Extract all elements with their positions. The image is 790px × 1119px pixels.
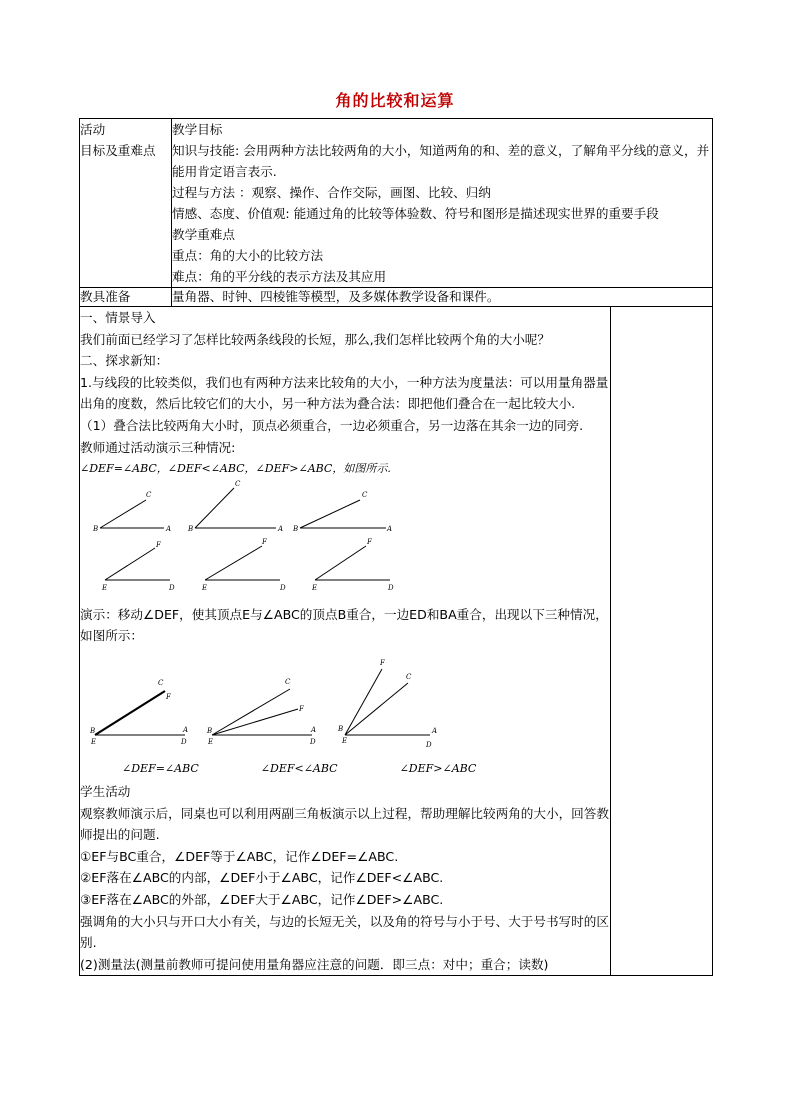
fig1-label-b1: B <box>93 524 99 533</box>
student-activity-heading: 学生活动 <box>80 783 131 799</box>
objectives-label-line1: 活动 <box>80 122 106 137</box>
fig1-label-d2: D <box>280 583 286 592</box>
process-method: 过程与方法 ：观察、操作、合作交际，画图、比较、归纳 <box>172 185 491 200</box>
case-inside: ②EF落在∠ABC的内部，∠DEF小于∠ABC，记作∠DEF<∠ABC. <box>80 870 444 886</box>
figure-captions <box>80 757 610 781</box>
fig1-label-b2: B <box>188 524 194 533</box>
process-row <box>80 307 713 976</box>
fig1-label-c1: C <box>146 490 152 499</box>
teacher-demo: 教师通过活动演示三种情况: <box>80 439 236 455</box>
angle-relations: ∠DEF=∠ABC，∠DEF<∠ABC，∠DEF>∠ABC，如图所示. <box>80 462 391 476</box>
section-intro: 一、情景导入 <box>80 310 156 325</box>
fig2-label-d2: D <box>310 737 316 746</box>
key-point: 重点：角的大小的比较方法 <box>172 248 324 263</box>
fig2-label-b1: B <box>90 726 96 735</box>
fig1-label-f2: F <box>262 537 267 546</box>
fig1-label-c3: C <box>362 490 368 499</box>
fig1-label-d1: D <box>169 583 175 592</box>
intro-question: 我们前面已经学习了怎样比较两条线段的长短，那么,我们怎样比较两个角的大小呢？ <box>80 331 550 347</box>
objectives-row <box>80 119 713 288</box>
section-explore: 二、探求新知： <box>80 353 169 369</box>
knowledge-skill: 知识与技能: 会用两种方法比较两角的大小，知道两角的和、差的意义，了解角平分线的意义，并能用肯定语言表示. <box>172 143 710 179</box>
fig1-label-b3: B <box>293 524 299 533</box>
angle-figure-2 <box>80 647 450 757</box>
case-equal: ①EF与BC重合，∠DEF等于∠ABC，记作∠DEF=∠ABC. <box>80 848 399 864</box>
fig1-label-c2: C <box>235 479 241 488</box>
caption-equal: ∠DEF=∠ABC <box>122 762 199 776</box>
fig1-label-a1: A <box>166 524 172 533</box>
fig2-label-f3: F <box>380 658 385 667</box>
fig2-label-c1: C <box>158 678 164 687</box>
fig1-label-f1: F <box>156 540 161 549</box>
demo-move: 演示：移动∠DEF，使其顶点E与∠ABC的顶点B重合，一边ED和BA重合，出现以下三种情况，如图所示： <box>80 606 608 644</box>
fig2-label-c2: C <box>285 677 291 686</box>
objectives-content <box>172 119 713 288</box>
fig2-label-e1: E <box>91 737 97 746</box>
page-title: 角的比较和运算 <box>335 91 455 110</box>
fig1-label-e3: E <box>312 583 318 592</box>
teaching-process <box>80 307 611 976</box>
fig2-label-a1: A <box>183 725 189 734</box>
fig2-label-f2: F <box>299 704 304 713</box>
emphasis-note: 强调角的大小只与开口大小有关，与边的长短无关，以及角的符号与小于号、大于号书写时的区别. <box>80 913 609 951</box>
caption-less: ∠DEF<∠ABC <box>260 762 338 776</box>
case-outside: ③EF落在∠ABC的外部，∠DEF大于∠ABC，记作∠DEF>∠ABC. <box>80 891 444 907</box>
overlap-method: （1）叠合法比较两角大小时，顶点必须重合，一边必须重合，另一边落在其余一边的同旁. <box>80 417 584 433</box>
objectives-label <box>80 119 172 288</box>
fig2-label-e2: E <box>208 737 214 746</box>
fig1-label-a2: A <box>278 524 284 533</box>
student-activity: 观察教师演示后，同桌也可以利用两副三角板演示以上过程，帮助理解比较两角的大小，回答教师提出的问题. <box>80 805 609 843</box>
fig2-label-b2: B <box>207 726 213 735</box>
fig1-label-e2: E <box>202 583 208 592</box>
fig1-label-f3: F <box>367 537 372 546</box>
tools-label: 教具准备 <box>80 288 172 307</box>
measure-method: (2)测量法(测量前教师可提问使用量角器应注意的问题．即三点：对中；重合；读数) <box>80 956 549 972</box>
angle-figure-1 <box>80 480 396 604</box>
fig2-label-c3: C <box>406 672 412 681</box>
fig1-label-a3: A <box>387 524 393 533</box>
tools-content: 量角器、时钟、四棱锥等模型，及多媒体教学设备和课件。 <box>172 288 713 307</box>
fig1-label-e1: E <box>102 583 108 592</box>
objectives-heading: 教学目标 <box>172 122 223 137</box>
lesson-table <box>79 118 713 976</box>
difficulty-point: 难点：角的平分线的表示方法及其应用 <box>172 269 387 284</box>
fig2-label-f1: F <box>166 692 171 701</box>
emotion-values: 情感、态度、价值观: 能通过角的比较等体验数、符号和图形是描述现实世界的重要手段 <box>172 206 659 221</box>
fig2-label-a3: A <box>432 726 438 735</box>
tools-row <box>80 288 713 307</box>
fig2-label-d1: D <box>181 737 187 746</box>
explore-methods: 1.与线段的比较类似，我们也有两种方法来比较角的大小，一种方法为度量法：可以用量角器量出角的度数，然后比较它们的大小，另一种方法为叠合法：即把他们叠合在一起比较大小. <box>80 374 609 412</box>
notes-column <box>611 307 713 976</box>
fig2-label-d3: D <box>426 740 432 749</box>
fig2-label-a2: A <box>311 725 317 734</box>
fig2-label-b3: B <box>338 724 344 733</box>
fig1-label-d3: D <box>388 583 394 592</box>
caption-greater: ∠DEF>∠ABC <box>399 762 477 776</box>
key-difficulty-heading: 教学重难点 <box>172 227 235 242</box>
objectives-label-line2: 目标及重难点 <box>80 143 156 158</box>
fig2-label-e3: E <box>342 736 348 745</box>
